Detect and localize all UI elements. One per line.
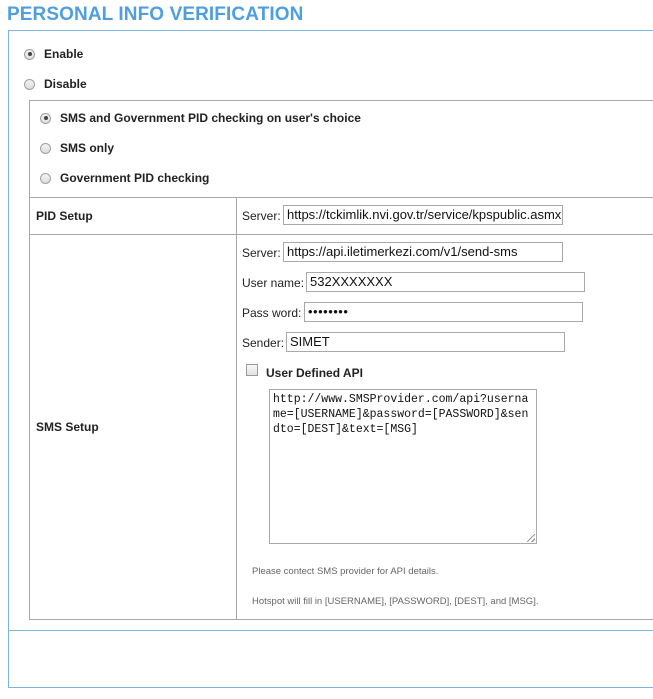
disable-radio-row[interactable]	[24, 77, 87, 91]
table-column-divider	[236, 197, 237, 620]
sms-server-label: Server:	[242, 246, 281, 260]
sms-server-input[interactable]: https://api.iletimerkezi.com/v1/send-sms	[283, 242, 563, 262]
enable-radio-row[interactable]	[24, 47, 83, 61]
method-option-pid-checking[interactable]	[40, 171, 209, 185]
user-defined-api-label: User Defined API	[266, 366, 363, 380]
method-option-sms-only[interactable]	[40, 141, 114, 155]
api-template-textarea[interactable]	[269, 389, 537, 544]
table-divider	[29, 197, 653, 198]
method-radio-sms-only[interactable]	[40, 143, 51, 154]
password-input[interactable]: ••••••••	[304, 302, 583, 322]
method-option-sms-and-pid[interactable]	[40, 111, 361, 125]
user-defined-api-checkbox[interactable]	[246, 364, 258, 376]
sms-setup-label: SMS Setup	[36, 420, 99, 434]
pid-setup-label: PID Setup	[36, 209, 93, 223]
disable-label: Disable	[44, 77, 87, 91]
method-radio-pid-checking[interactable]	[40, 173, 51, 184]
password-label: Pass word:	[242, 306, 302, 320]
enable-radio[interactable]	[24, 49, 35, 60]
method-radio-sms-and-pid[interactable]	[40, 113, 51, 124]
sender-label: Sender:	[242, 336, 285, 350]
api-template-text: http://www.SMSProvider.com/api?username=[USERNAME]&password=[PASSWORD]&sendto=[DEST]&text=[MSG]	[273, 393, 529, 436]
sender-input[interactable]: SIMET	[286, 332, 565, 352]
page-title: PERSONAL INFO VERIFICATION	[7, 4, 304, 25]
table-divider	[29, 234, 653, 235]
api-details-note: Please contect SMS provider for API details.	[252, 566, 439, 577]
username-input[interactable]: 532XXXXXXX	[306, 272, 585, 292]
method-label: Government PID checking	[60, 171, 210, 185]
placeholder-fill-note: Hotspot will fill in [USERNAME], [PASSWORD], [DEST], and [MSG].	[252, 596, 539, 607]
resize-grip-icon[interactable]	[527, 534, 535, 542]
pid-server-label: Server:	[242, 209, 281, 223]
username-label: User name:	[242, 276, 305, 290]
method-label: SMS and Government PID checking on user's choice	[60, 111, 361, 125]
method-label: SMS only	[60, 141, 115, 155]
disable-radio[interactable]	[24, 79, 35, 90]
panel-divider	[8, 630, 653, 631]
enable-label: Enable	[44, 47, 84, 61]
pid-server-input[interactable]: https://tckimlik.nvi.gov.tr/service/kpspublic.asmx	[283, 205, 563, 225]
